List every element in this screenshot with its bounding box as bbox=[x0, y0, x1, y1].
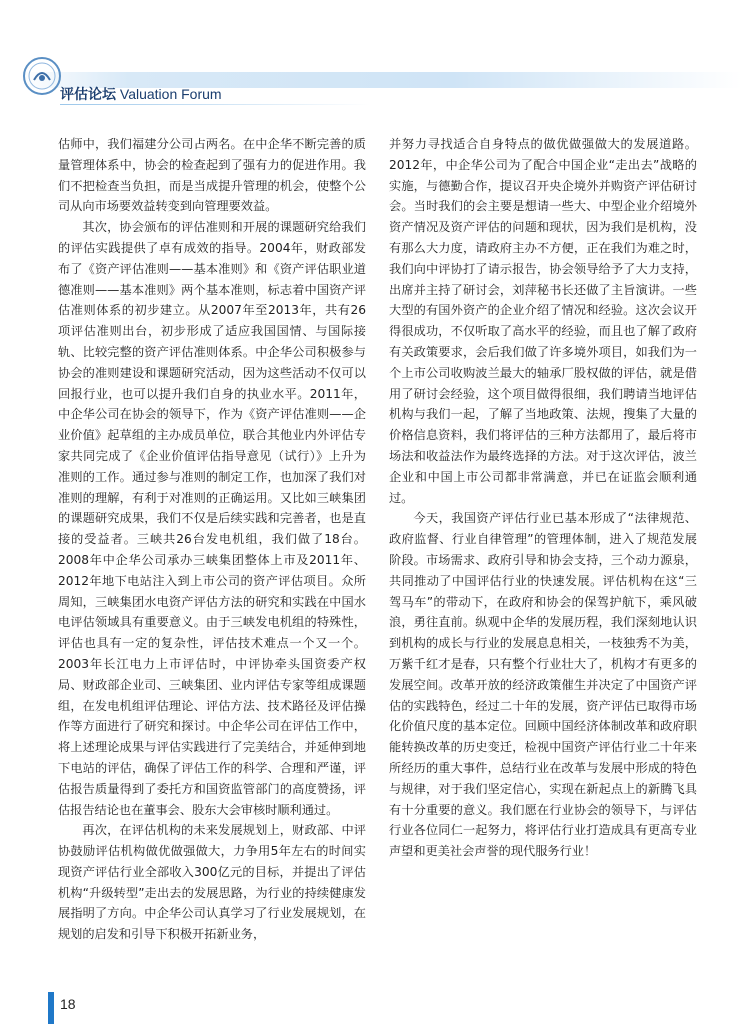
page-number-marker bbox=[48, 992, 54, 1024]
association-logo-icon bbox=[22, 56, 62, 96]
paragraph: 估师中，我们福建分公司占两名。在中企华不断完善的质量管理体系中，协会的检查起到了强有力的促进作用。我们不把检查当负担，而是当成提升管理的机会，使整个公司从向市场要效益转变到向管理要效益。 bbox=[58, 137, 366, 214]
page-number: 18 bbox=[60, 996, 76, 1012]
left-column bbox=[58, 134, 366, 945]
paragraph: 并努力寻找适合自身特点的做优做强做大的发展道路。2012年，中企华公司为了配合中国企业“走出去”战略的实施，与德勤合作，提议召开央企境外并购资产评估研讨会。当时我们的会主要是想请一些大、中型企业介绍境外资产情况及资产评估的问题和现状，因为我们是机构，没有那么大力度，请政府主办不方便，正在我们为难之时，我们向中评协打了请示报告，协会领导给予了大力支持，出席并主持了研讨会，刘萍秘书长还做了主旨演讲。一些大型的有国外资产的企业介绍了情况和经验。这次会议开得很成功，不仅听取了高水平的经验，而且也了解了政府有关政策要求，会后我们做了许多境外项目，如我们为一个上市公司收购波兰最大的轴承厂股权做的评估，就是借用了研讨会经验，这个项目做得很细，我们聘请当地评估机构与我们一起，了解了当地政策、法规，搜集了大量的价格信息资料，我们将评估的三种方法都用了，最后将市场法和收益法作为最终选择的方法。对于这次评估，波兰企业和中国上市公司都非常满意，并已在证监会顺利通过。 bbox=[389, 137, 697, 505]
paragraph: 再次，在评估机构的未来发展规划上，财政部、中评协鼓励评估机构做优做强做大，力争用5年左右的时间实现资产评估行业全部收入300亿元的目标，并提出了评估机构“升级转型”走出去的发展思路，为行业的持续健康发展指明了方向。中企华公司认真学习了行业发展规划，在规划的启发和引导下积极开拓新业务， bbox=[58, 823, 366, 942]
paragraph: 今天，我国资产评估行业已基本形成了“法律规范、政府监督、行业自律管理”的管理体制，进入了规范发展阶段。市场需求、政府引导和协会支持，三个动力源泉，共同推动了中国评估行业的快速发展。评估机构在这“三驾马车”的带动下，在政府和协会的保驾护航下，乘风破浪，勇往直前。纵观中企华的发展历程，我们深刻地认识到机构的成长与行业的发展息息相关，一枝独秀不为美，万紫千红才是春，只有整个行业壮大了，机构才有更多的发展空间。改革开放的经济政策催生并决定了中国资产评估的实践特色，经过二十年的发展，资产评估已取得市场化价值尺度的基本定位。回顾中国经济体制改革和政府职能转换改革的历史变迁，检视中国资产评估行业二十年来所经历的重大事件，总结行业在改革与发展中形成的特色与规律，对于我们坚定信心，实现在新起点上的新腾飞具有十分重要的意义。我们愿在行业协会的领导下，与评估行业各位同仁一起努力，将评估行业打造成具有更高专业声望和更美社会声誉的现代服务行业！ bbox=[389, 511, 697, 859]
paragraph: 其次，协会颁布的评估准则和开展的课题研究给我们的评估实践提供了卓有成效的指导。2004年，财政部发布了《资产评估准则——基本准则》和《资产评估职业道德准则——基本准则》两个基本准则，标志着中国资产评估准则体系的初步建立。从2007年至2013年，共有26项评估准则出台，初步形成了适应我国国情、与国际接轨、比较完整的资产评估准则体系。中企华公司积极参与协会的准则建设和课题研究活动，因为这些活动不仅可以回报行业，也可以提升我们自身的执业水平。2011年，中企华公司在协会的领导下，作为《资产评估准则——企业价值》起草组的主办成员单位，联合其他业内外评估专家共同完成了《企业价值评估指导意见（试行）》上升为准则的工作。通过参与准则的制定工作，也加深了我们对准则的理解，有利于对准则的正确运用。又比如三峡集团的课题研究成果，我们不仅是后续实践和完善者，也是直接的受益者。三峡共26台发电机组，我们做了18台。2008年中企华公司承办三峡集团整体上市及2011年、2012年地下电站注入到上市公司的资产评估项目。众所周知，三峡集团水电资产评估方法的研究和实践在中国水电评估领域具有重要意义。由于三峡发电机组的特殊性，评估也具有一定的复杂性，评估技术难点一个又一个。2003年长江电力上市评估时，中评协牵头国资委产权局、财政部企业司、三峡集团、业内评估专家等组成课题组，在发电机组评估理论、评估方法、技术路径及评估操作等方面进行了研究和探讨。中企华公司在评估工作中，将上述理论成果与评估实践进行了完美结合，并延伸到地下电站的评估，确保了评估工作的科学、合理和严谨，评估报告质量得到了委托方和国资监管部门的高度赞扬，评估报告结论也在董事会、股东大会审核时顺利通过。 bbox=[58, 220, 366, 817]
section-title-en: Valuation Forum bbox=[119, 86, 222, 102]
right-column bbox=[389, 134, 697, 862]
section-header bbox=[60, 84, 222, 106]
section-title-cn: 评估论坛 bbox=[60, 87, 116, 103]
